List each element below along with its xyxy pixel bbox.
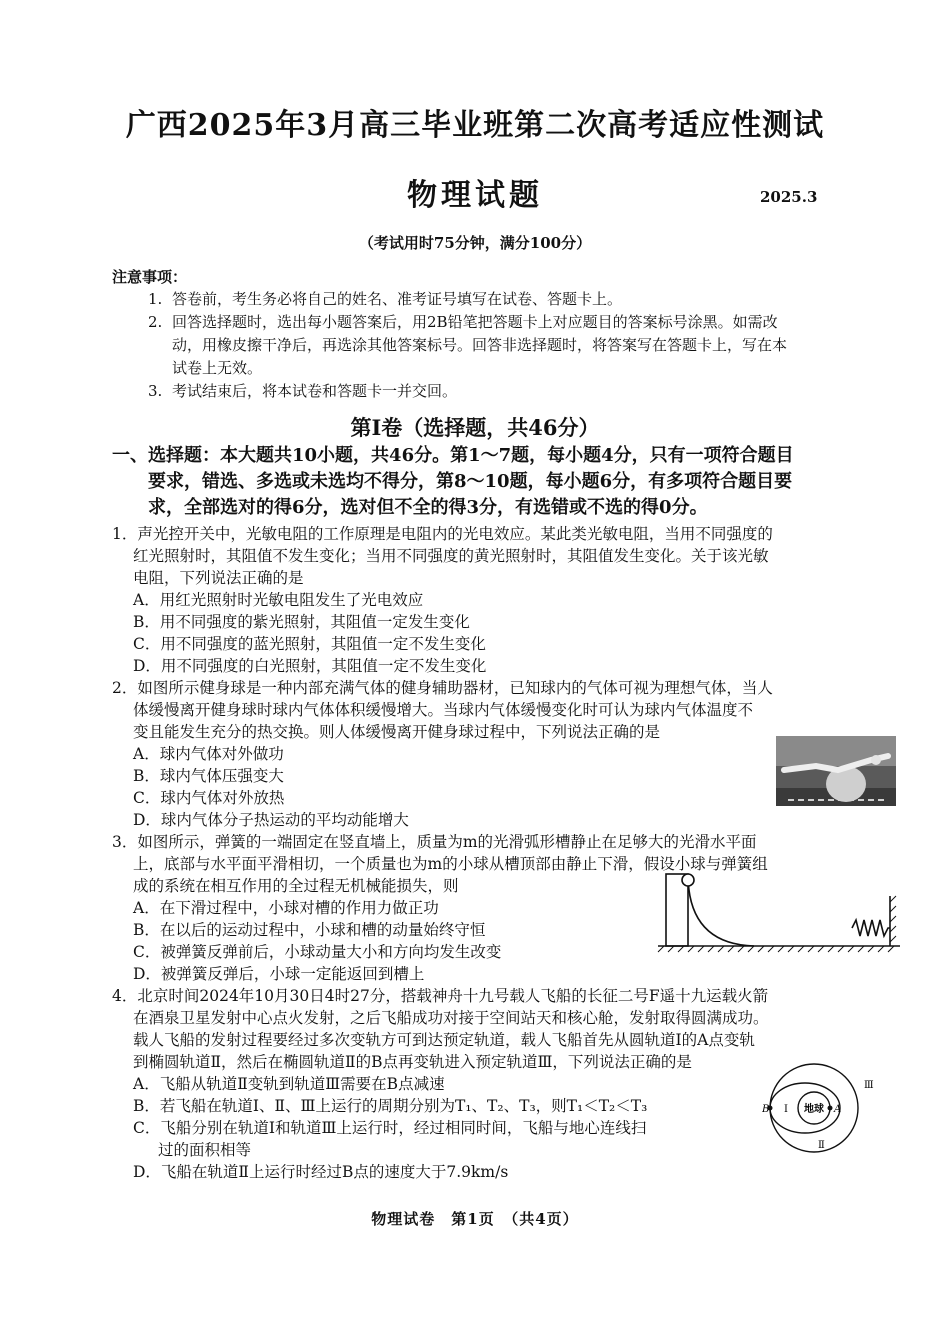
question-1-option-c: C．用不同强度的蓝光照射，其阻值一定不发生变化 <box>133 635 486 653</box>
page-subtitle: 物理试题 <box>407 178 543 213</box>
question-3-text: 成的系统在相互作用的全过程无机械能损失，则 <box>133 877 459 895</box>
page-footer: 物理试卷 第1页 （共4页） <box>371 1210 579 1228</box>
note-item <box>148 380 888 403</box>
slope-spring-diagram <box>654 866 908 956</box>
point-a-label: A <box>834 1104 842 1115</box>
question-4-option-b: B．若飞船在轨道Ⅰ、Ⅱ、Ⅲ上运行的周期分别为T₁、T₂、T₃，则T₁＜T₂＜T₃ <box>133 1097 648 1115</box>
part-instructions: 一、选择题：本大题共10小题，共46分。第1～7题，每小题4分，只有一项符合题目 <box>112 445 794 466</box>
section-title: 第Ⅰ卷（选择题，共46分） <box>350 415 600 440</box>
orbit-3-label: Ⅲ <box>864 1080 874 1091</box>
note-item <box>148 288 888 311</box>
note-text: 回答选择题时，选出每小题答案后，用2B铅笔把答题卡上对应题目的答案标号涂黑。如需改 <box>172 313 778 331</box>
question-3-option-b: B．在以后的运动过程中，小球和槽的动量始终守恒 <box>133 921 486 939</box>
question-4-text: 到椭圆轨道Ⅱ，然后在椭圆轨道Ⅱ的B点再变轨进入预定轨道Ⅲ，下列说法正确的是 <box>133 1053 692 1071</box>
question-4-text: 在酒泉卫星发射中心点火发射，之后飞船成功对接于空间站天和核心舱，发射取得圆满成功。 <box>133 1009 769 1027</box>
orbit-2-label: Ⅱ <box>818 1140 825 1151</box>
question-4-text: 载人飞船的发射过程要经过多次变轨方可到达预定轨道，载人飞船首先从圆轨道Ⅰ的A点变轨 <box>133 1031 755 1049</box>
question-2-option-b: B．球内气体压强变大 <box>133 767 284 785</box>
question-1-option-b: B．用不同强度的紫光照射，其阻值一定发生变化 <box>133 613 470 631</box>
question-4-option-c-cont: 过的面积相等 <box>158 1141 252 1159</box>
question-3-text: 上，底部与水平面平滑相切，一个质量也为m的小球从槽顶部由静止下滑，假设小球与弹簧组 <box>133 855 768 873</box>
question-2-option-d: D．球内气体分子热运动的平均动能增大 <box>133 811 409 829</box>
note-number: 1. <box>148 290 163 308</box>
question-2-option-a: A．球内气体对外做功 <box>133 745 284 763</box>
fitness-ball-photo <box>776 736 896 806</box>
question-4-option-a: A．飞船从轨道Ⅱ变轨到轨道Ⅲ需要在B点减速 <box>133 1075 445 1093</box>
note-number: 3. <box>148 382 163 400</box>
part-instructions: 要求，错选、多选或未选均不得分，第8～10题，每小题6分，有多项符合题目要 <box>148 471 793 492</box>
question-1-option-d: D．用不同强度的白光照射，其阻值一定不发生变化 <box>133 657 487 675</box>
question-4-option-d: D．飞船在轨道Ⅱ上运行时经过B点的速度大于7.9km/s <box>133 1163 509 1181</box>
exam-info: （考试用时75分钟，满分100分） <box>358 234 592 252</box>
note-text: 考试结束后，将本试卷和答题卡一并交回。 <box>172 382 458 400</box>
question-4-text: 4．北京时间2024年10月30日4时27分，搭载神舟十九号载人飞船的长征二号F遥十九运载火箭 <box>112 987 769 1005</box>
orbit-1-label: Ⅰ <box>784 1104 788 1115</box>
note-item <box>148 311 888 334</box>
question-2-text: 体缓慢离开健身球时球内气体体积缓慢增大。当球内气体缓慢变化时可认为球内气体温度不 <box>133 701 754 719</box>
part-instructions: 求，全部选对的得6分，选对但不全的得3分，有选错或不选的得0分。 <box>148 497 708 518</box>
page-title: 广西2025年3月高三毕业班第二次高考适应性测试 <box>125 108 825 143</box>
point-b-label: B <box>762 1104 770 1115</box>
question-3-option-a: A．在下滑过程中，小球对槽的作用力做正功 <box>133 899 439 917</box>
orbit-diagram <box>762 1062 882 1154</box>
question-4-option-c: C．飞船分别在轨道Ⅰ和轨道Ⅲ上运行时，经过相同时间，飞船与地心连线扫 <box>133 1119 647 1137</box>
question-2-text: 2．如图所示健身球是一种内部充满气体的健身辅助器材，已知球内的气体可视为理想气体，当人 <box>112 679 773 697</box>
question-1-text: 电阻，下列说法正确的是 <box>133 569 304 587</box>
note-text: 动，用橡皮擦干净后，再选涂其他答案标号。回答非选择题时，将答案写在答题卡上，写在本 <box>172 336 788 354</box>
note-text: 答卷前，考生务必将自己的姓名、准考证号填写在试卷、答题卡上。 <box>172 290 623 308</box>
note-text: 试卷上无效。 <box>172 359 263 377</box>
question-1-text: 1．声光控开关中，光敏电阻的工作原理是电阻内的光电效应。某此类光敏电阻，当用不同强度的 <box>112 525 773 543</box>
question-2-option-c: C．球内气体对外放热 <box>133 789 285 807</box>
note-number: 2. <box>148 313 163 331</box>
question-1-option-a: A．用红光照射时光敏电阻发生了光电效应 <box>133 591 424 609</box>
question-3-option-c: C．被弹簧反弹前后，小球动量大小和方向均发生改变 <box>133 943 502 961</box>
notes-heading: 注意事项： <box>112 268 188 286</box>
question-2-text: 变且能发生充分的热交换。则人体缓慢离开健身球过程中，下列说法正确的是 <box>133 723 661 741</box>
question-3-text: 3．如图所示，弹簧的一端固定在竖直墙上，质量为m的光滑弧形槽静止在足够大的光滑水平面 <box>112 833 757 851</box>
earth-label: 地球 <box>804 1104 824 1115</box>
exam-date: 2025.3 <box>760 188 818 206</box>
question-3-option-d: D．被弹簧反弹后，小球一定能返回到槽上 <box>133 965 425 983</box>
question-1-text: 红光照射时，其阻值不发生变化；当用不同强度的黄光照射时，其阻值发生变化。关于该光敏 <box>133 547 769 565</box>
